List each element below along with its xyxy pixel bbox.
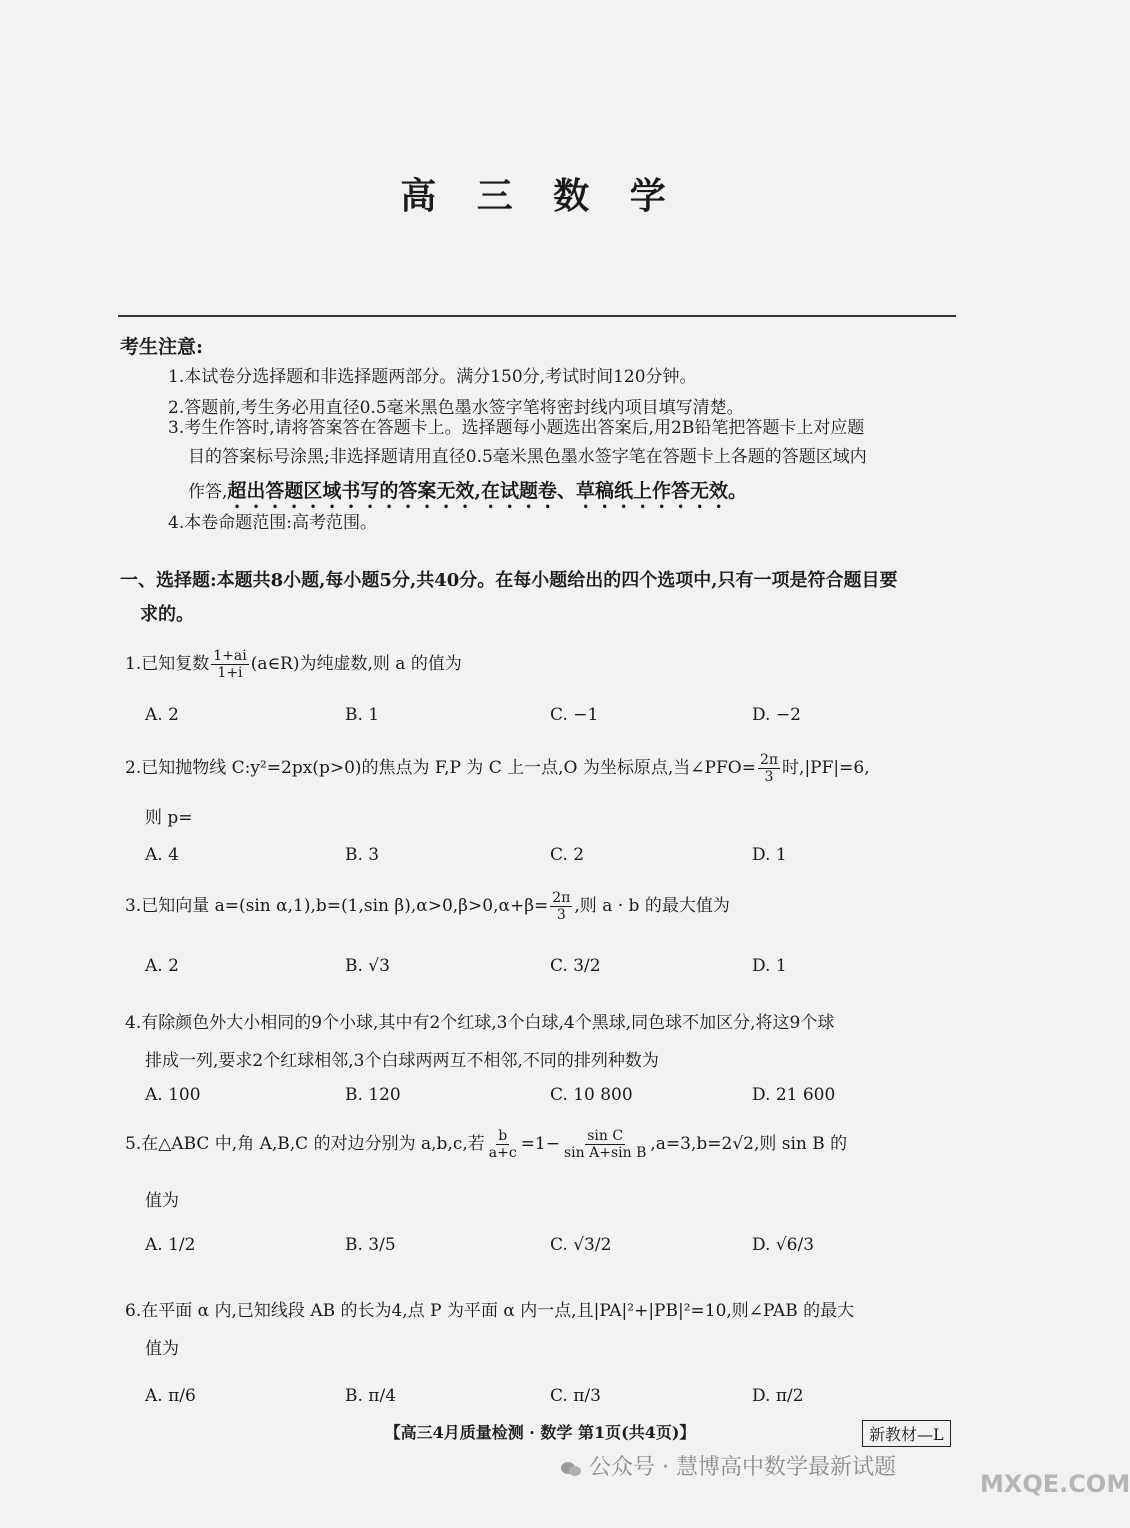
q3-option-a: A. 2 bbox=[145, 956, 179, 976]
q5-line2: 值为 bbox=[145, 1191, 179, 1211]
q1-option-d: D. −2 bbox=[752, 705, 801, 725]
q5-text-mid: =1− bbox=[520, 1134, 560, 1154]
question-6-line1: 6.在平面 α 内,已知线段 AB 的长为4,点 P 为平面 α 内一点,且|PA|²+|PB|²=10,则∠PAB 的最大 bbox=[125, 1301, 855, 1321]
q3-frac-den: 3 bbox=[556, 907, 566, 923]
section-heading bbox=[120, 564, 960, 632]
q4-option-b: B. 120 bbox=[345, 1085, 401, 1105]
q3-option-c: C. 3/2 bbox=[550, 956, 601, 976]
q4-option-c: C. 10 800 bbox=[550, 1085, 633, 1105]
q2-text-post: 时,|PF|=6, bbox=[782, 758, 870, 778]
q6-option-b: B. π/4 bbox=[345, 1386, 397, 1406]
question-2 bbox=[125, 752, 965, 785]
notice-item-3: 3.考生作答时,请将答案答在答题卡上。选择题每小题选出答案后,用2B铅笔把答题卡上对应题 bbox=[168, 418, 865, 438]
notice-item-3-prefix: 作答, bbox=[188, 482, 228, 502]
q2-option-a: A. 4 bbox=[145, 845, 179, 865]
question-1 bbox=[125, 648, 965, 681]
q5-option-a: A. 1/2 bbox=[145, 1235, 196, 1255]
q5-text-post: ,a=3,b=2√2,则 sin B 的 bbox=[650, 1134, 848, 1154]
wechat-icon bbox=[560, 1459, 582, 1477]
notice-item-3-cont: 目的答案标号涂黑;非选择题请用直径0.5毫米黑色墨水签字笔在答题卡上各题的答题区域内 bbox=[188, 447, 867, 467]
q1-text-pre: 1.已知复数 bbox=[125, 654, 210, 674]
notice-heading: 考生注意: bbox=[120, 336, 204, 358]
site-watermark: MXQE.COM bbox=[980, 1470, 1130, 1498]
q4-option-d: D. 21 600 bbox=[752, 1085, 836, 1105]
q5-option-c: C. √3/2 bbox=[550, 1235, 612, 1255]
section-heading-line2: 求的。 bbox=[140, 604, 194, 625]
q2-frac-den: 3 bbox=[764, 769, 774, 785]
question-5 bbox=[125, 1128, 965, 1161]
q5-fraction-1 bbox=[487, 1128, 519, 1161]
q3-text-pre: 3.已知向量 a=(sin α,1),b=(1,sin β),α>0,β>0,α+β= bbox=[125, 896, 549, 916]
q2-option-c: C. 2 bbox=[550, 845, 585, 865]
q1-fraction bbox=[211, 648, 248, 681]
q2-line2: 则 p= bbox=[145, 808, 193, 828]
q1-frac-den: 1+i bbox=[217, 665, 243, 681]
q3-text-post: ,则 a · b 的最大值为 bbox=[574, 896, 730, 916]
q6-option-a: A. π/6 bbox=[145, 1386, 196, 1406]
question-6-line2: 值为 bbox=[145, 1339, 179, 1359]
edition-badge: 新教材—L bbox=[862, 1420, 951, 1447]
q4-option-a: A. 100 bbox=[145, 1085, 201, 1105]
q5-option-d: D. √6/3 bbox=[752, 1235, 815, 1255]
q3-fraction bbox=[550, 890, 572, 923]
q2-option-d: D. 1 bbox=[752, 845, 787, 865]
notice-emphasis: 超出答题区域书写的答案无效,在试题卷、草稿纸上作答无效。 bbox=[227, 480, 748, 502]
q5-text-pre: 5.在△ABC 中,角 A,B,C 的对边分别为 a,b,c,若 bbox=[125, 1134, 485, 1154]
q5-frac1-den: a+c bbox=[488, 1145, 517, 1161]
question-4-line2: 排成一列,要求2个红球相邻,3个白球两两互不相邻,不同的排列种数为 bbox=[145, 1051, 659, 1071]
page-footer: 【高三4月质量检测 · 数学 第1页(共4页)】 bbox=[384, 1423, 696, 1442]
q2-fraction bbox=[758, 752, 780, 785]
notice-item-1: 1.本试卷分选择题和非选择题两部分。满分150分,考试时间120分钟。 bbox=[168, 367, 697, 387]
q3-frac-num: 2π bbox=[552, 890, 571, 906]
section-heading-line1: 一、选择题:本题共8小题,每小题5分,共40分。在每小题给出的四个选项中,只有一项是符合题目要 bbox=[120, 570, 898, 591]
q1-option-c: C. −1 bbox=[550, 705, 599, 725]
q1-text-post: (a∈R)为纯虚数,则 a 的值为 bbox=[250, 654, 462, 674]
question-4-line1: 4.有除颜色外大小相同的9个小球,其中有2个红球,3个白球,4个黑球,同色球不加区分,将这9个球 bbox=[125, 1013, 835, 1033]
q5-option-b: B. 3/5 bbox=[345, 1235, 396, 1255]
question-3 bbox=[125, 890, 965, 923]
notice-item-2: 2.答题前,考生务必用直径0.5毫米黑色墨水签字笔将密封线内项目填写清楚。 bbox=[168, 398, 744, 418]
q2-text-pre: 2.已知抛物线 C:y²=2px(p>0)的焦点为 F,P 为 C 上一点,O 为坐标原点,当∠PFO= bbox=[125, 758, 756, 778]
header-rule bbox=[118, 315, 956, 317]
q3-option-d: D. 1 bbox=[752, 956, 787, 976]
watermark-text: 公众号 · 慧博高中数学最新试题 bbox=[589, 1455, 896, 1480]
q2-frac-num: 2π bbox=[759, 752, 779, 768]
q2-option-b: B. 3 bbox=[345, 845, 380, 865]
q6-option-c: C. π/3 bbox=[550, 1386, 601, 1406]
notice-item-4: 4.本卷命题范围:高考范围。 bbox=[168, 513, 377, 533]
q5-fraction-2 bbox=[562, 1128, 648, 1161]
q3-option-b: B. √3 bbox=[345, 956, 390, 976]
q5-frac2-num: sin C bbox=[587, 1128, 624, 1144]
exam-title: 高 三 数 学 bbox=[400, 175, 680, 217]
watermark bbox=[560, 1450, 896, 1481]
q5-frac1-num: b bbox=[498, 1128, 508, 1144]
q5-frac2-den: sin A+sin B bbox=[563, 1145, 647, 1161]
q6-option-d: D. π/2 bbox=[752, 1386, 804, 1406]
q1-option-b: B. 1 bbox=[345, 705, 380, 725]
q1-option-a: A. 2 bbox=[145, 705, 179, 725]
q1-frac-num: 1+ai bbox=[213, 648, 247, 664]
